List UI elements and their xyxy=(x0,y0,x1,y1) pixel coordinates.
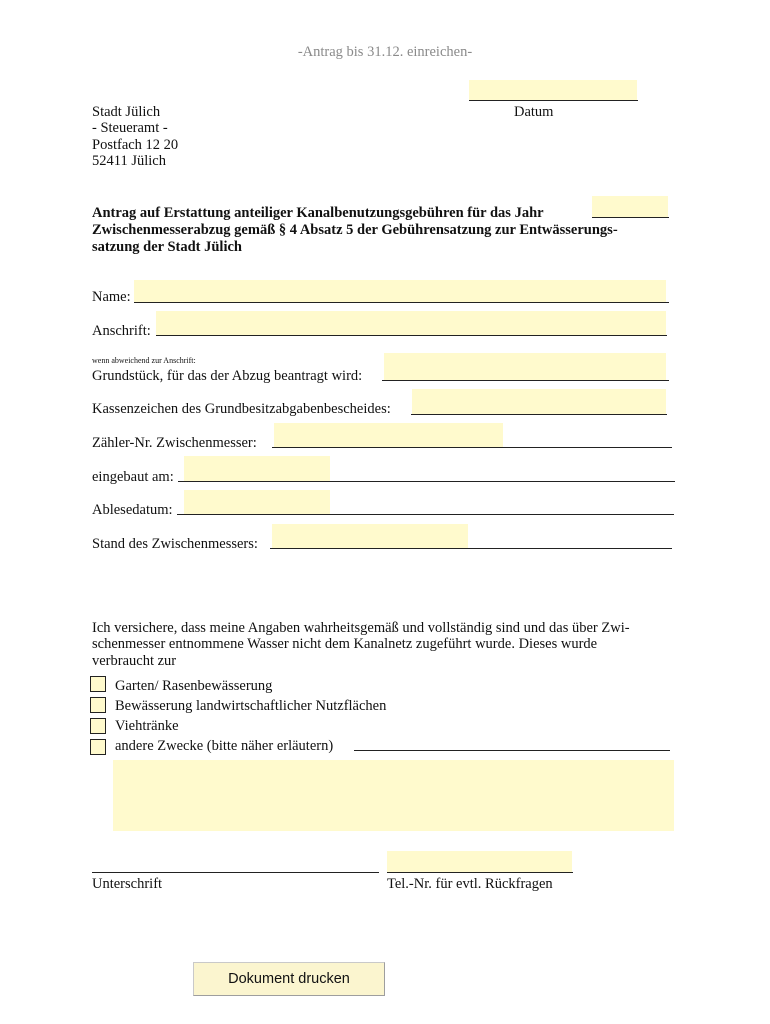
livestock-checkbox[interactable] xyxy=(90,718,106,734)
address-label: Anschrift: xyxy=(92,323,151,339)
address-line-2: - Steueramt - xyxy=(92,120,168,137)
cash-reference-input[interactable] xyxy=(412,389,666,414)
meter-reading-underline xyxy=(270,548,672,549)
meter-reading-input[interactable] xyxy=(272,524,468,548)
meter-number-label: Zähler-Nr. Zwischenmesser: xyxy=(92,435,257,451)
declaration-line-2: schenmesser entnommene Wasser nicht dem Kanalnetz zugeführt wurde. Dieses wurde xyxy=(92,636,598,653)
submission-deadline-note: -Antrag bis 31.12. einreichen- xyxy=(297,44,473,60)
phone-input[interactable] xyxy=(387,851,572,872)
garden-checkbox[interactable] xyxy=(90,676,106,692)
name-label: Name: xyxy=(92,289,131,305)
meter-number-underline xyxy=(272,447,672,448)
property-underline xyxy=(382,380,669,381)
name-input[interactable] xyxy=(134,280,666,302)
signature-label: Unterschrift xyxy=(92,876,163,892)
address-line-1: Stadt Jülich xyxy=(92,104,161,120)
installed-date-label: eingebaut am: xyxy=(92,469,174,485)
print-document-button[interactable]: Dokument drucken xyxy=(193,962,385,996)
date-input[interactable] xyxy=(469,80,637,100)
reading-date-label: Ablesedatum: xyxy=(92,502,173,518)
date-label: Datum xyxy=(514,104,554,120)
address-underline xyxy=(156,335,667,336)
installed-date-underline xyxy=(178,481,675,482)
other-purpose-option-label: andere Zwecke (bitte näher erläutern) xyxy=(115,738,334,754)
phone-underline xyxy=(387,872,573,873)
property-input[interactable] xyxy=(384,353,666,380)
agriculture-checkbox[interactable] xyxy=(90,697,106,713)
form-title-line-2: Zwischenmesserabzug gemäß § 4 Absatz 5 der Gebührensatzung zur Entwässerungs- xyxy=(92,222,618,238)
form-title-line-1: Antrag auf Erstattung anteiliger Kanalbenutzungsgebühren für das Jahr xyxy=(92,205,544,221)
livestock-option-label: Viehtränke xyxy=(115,718,179,734)
other-purpose-checkbox[interactable] xyxy=(90,739,106,755)
declaration-text xyxy=(92,620,630,669)
property-hint: wenn abweichend zur Anschrift: xyxy=(92,356,196,365)
installed-date-input[interactable] xyxy=(184,456,330,481)
address-input[interactable] xyxy=(156,311,666,335)
phone-label: Tel.-Nr. für evtl. Rückfragen xyxy=(387,876,553,892)
cash-reference-label: Kassenzeichen des Grundbesitzabgabenbescheides: xyxy=(92,401,391,417)
year-input[interactable] xyxy=(592,196,668,218)
declaration-line-1: Ich versichere, dass meine Angaben wahrheitsgemäß und vollständig sind und das über Zwi- xyxy=(92,620,630,636)
address-line-4: 52411 Jülich xyxy=(92,152,166,169)
cash-reference-underline xyxy=(411,414,667,415)
other-purpose-underline xyxy=(354,750,670,751)
reading-date-underline xyxy=(177,514,674,515)
garden-option-label: Garten/ Rasenbewässerung xyxy=(115,678,273,694)
agriculture-option-label: Bewässerung landwirtschaftlicher Nutzflächen xyxy=(115,698,387,714)
date-underline xyxy=(469,100,638,101)
reading-date-input[interactable] xyxy=(184,490,330,514)
other-purpose-textarea[interactable] xyxy=(113,760,674,831)
signature-underline xyxy=(92,872,379,873)
address-line-3: Postfach 12 20 xyxy=(92,136,179,153)
form-title-line-3: satzung der Stadt Jülich xyxy=(92,239,242,255)
meter-reading-label: Stand des Zwischenmessers: xyxy=(92,536,258,552)
meter-number-input[interactable] xyxy=(274,423,503,447)
recipient-address xyxy=(92,104,178,169)
property-label: Grundstück, für das der Abzug beantragt wird: xyxy=(92,368,363,384)
declaration-line-3: verbraucht zur xyxy=(92,652,177,669)
name-underline xyxy=(134,302,669,303)
year-underline xyxy=(592,217,669,218)
